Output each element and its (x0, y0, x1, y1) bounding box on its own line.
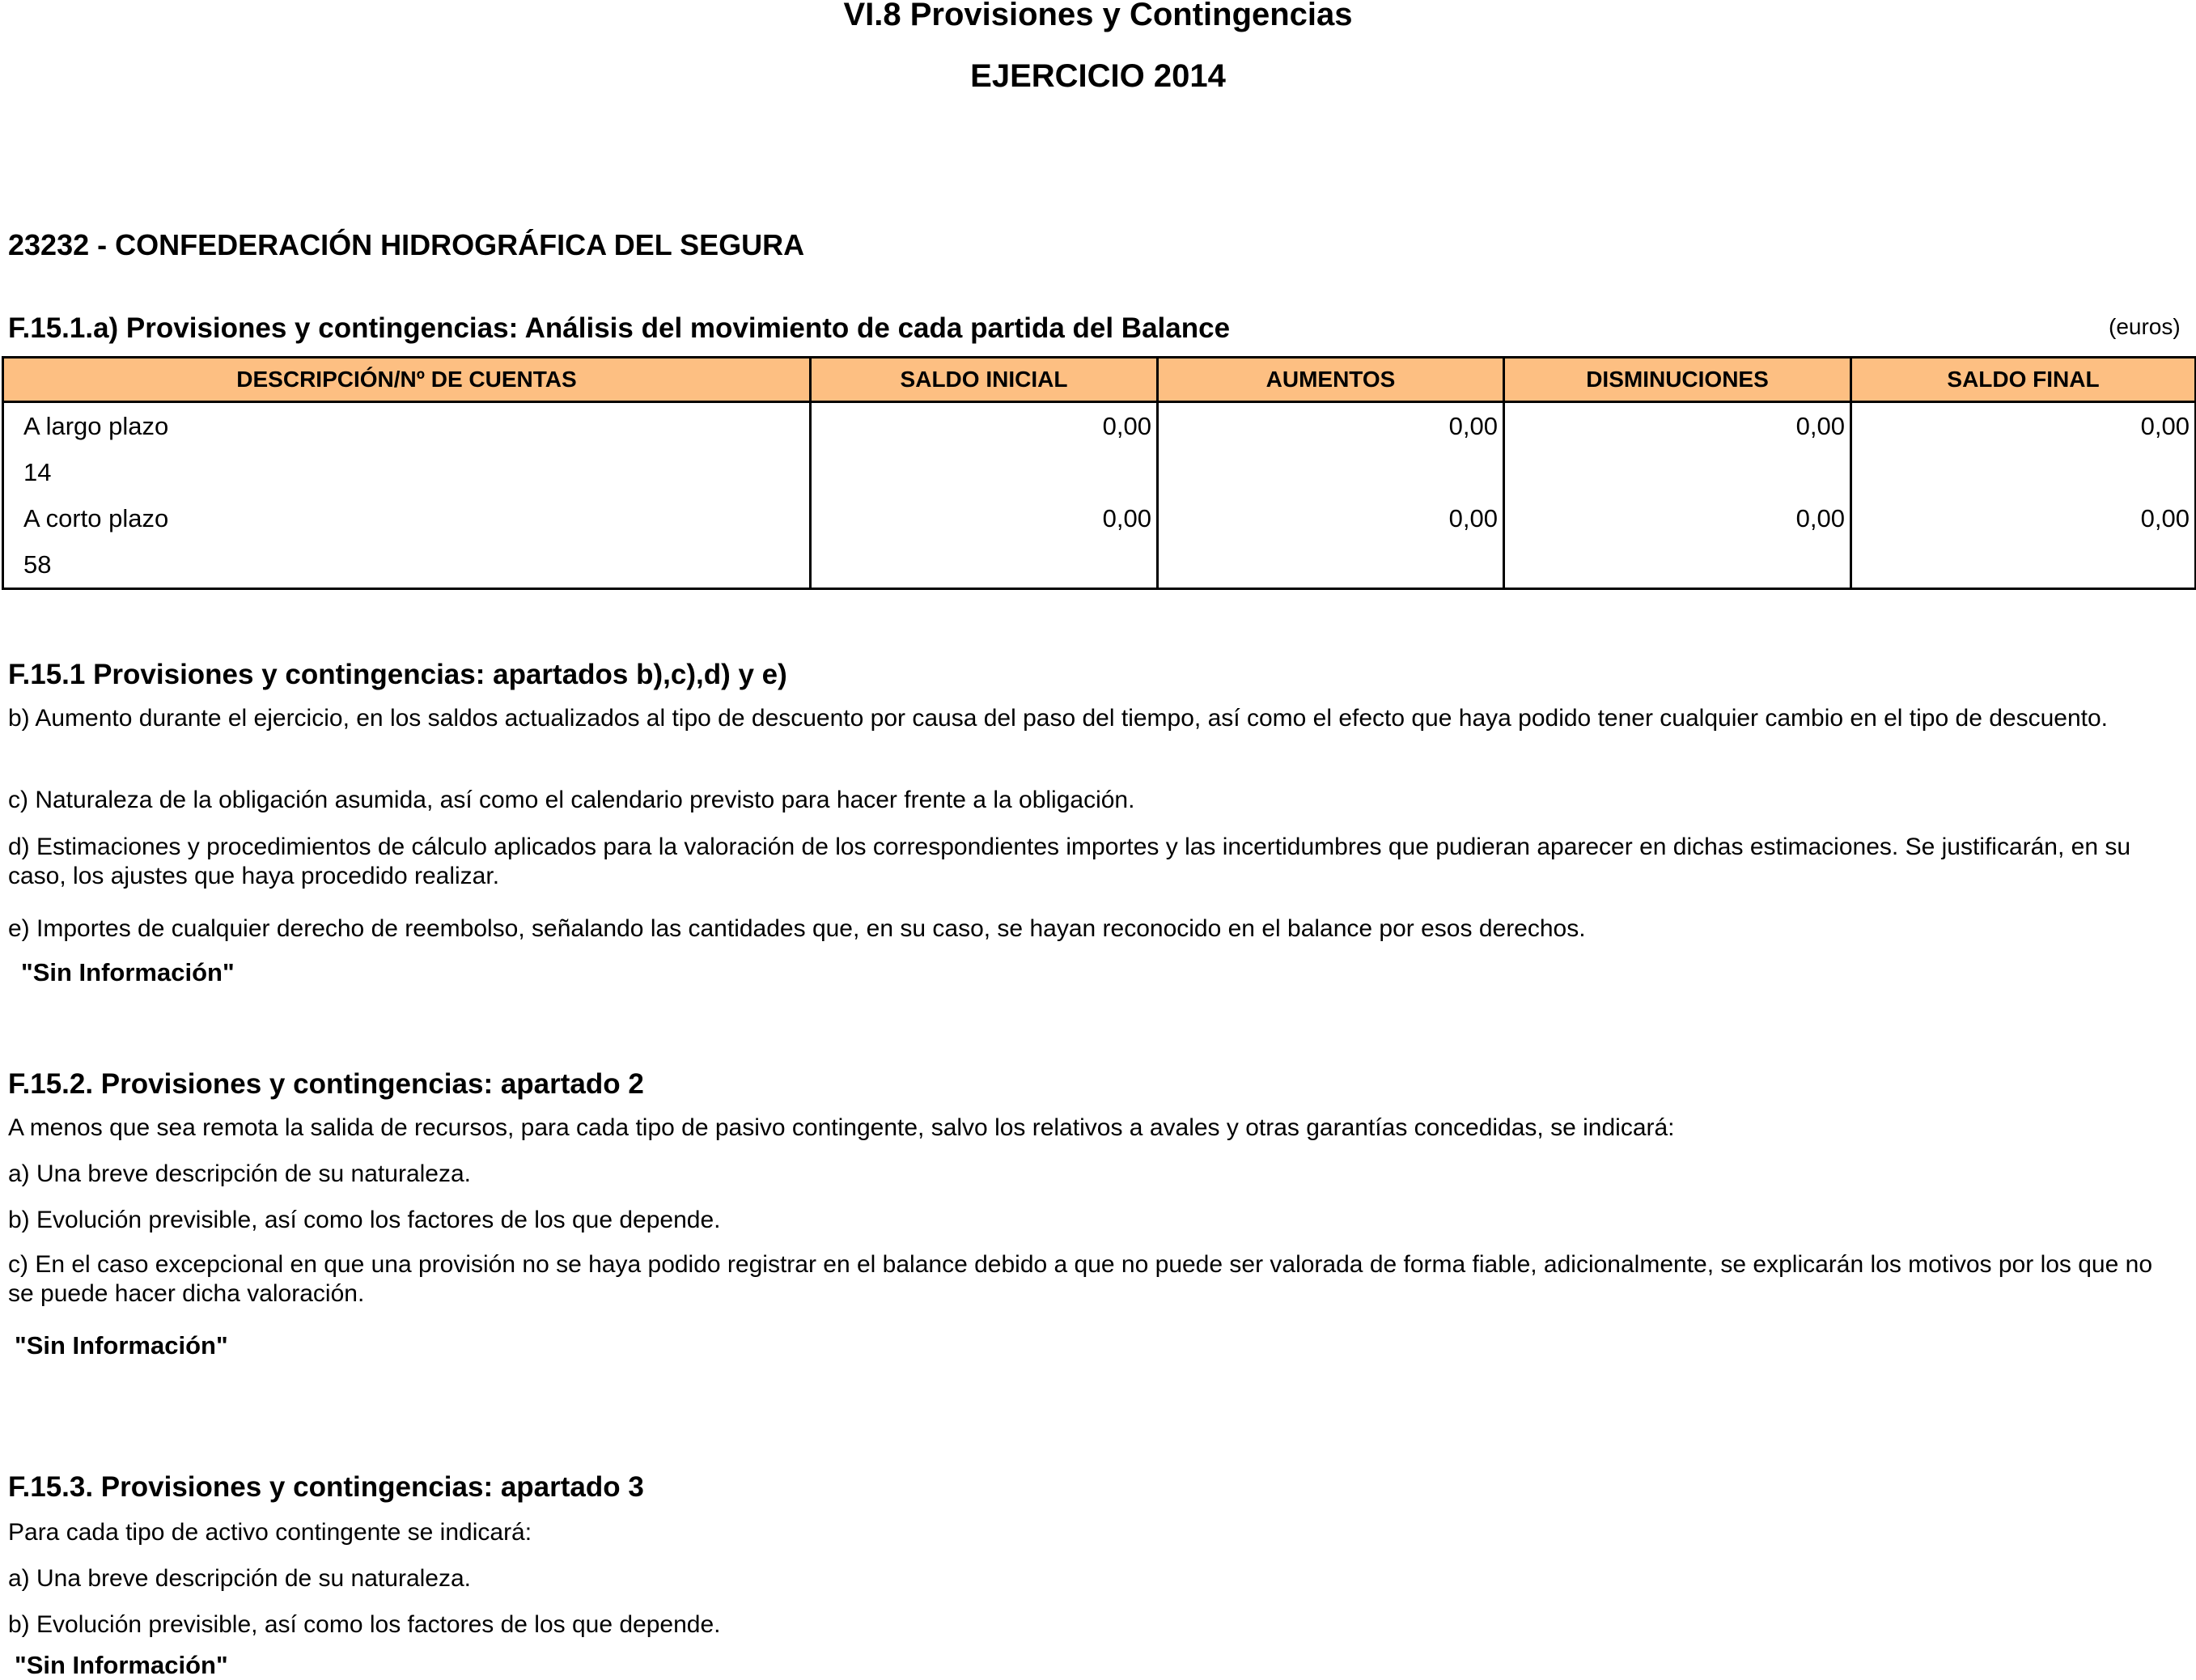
fiscal-year: EJERCICIO 2014 (970, 58, 1226, 94)
section-15-2-item-c: c) En el caso excepcional en que una provisión no se haya podido registrar en el balance debido a que no puede ser valorada de forma fiable, adicionalmente, se explicarán los motivos por los que no se puede hacer dicha valoración. (8, 1251, 2153, 1307)
row-description: A largo plazo (3, 402, 811, 450)
cell-saldo-final: 0,00 (1851, 402, 2196, 450)
section-15-2-intro: A menos que sea remota la salida de recursos, para cada tipo de pasivo contingente, salvo los relativos a avales y otras garantías concedidas, se indicará: (8, 1114, 1675, 1141)
column-header-saldo-final: SALDO FINAL (1851, 358, 2196, 402)
column-header-aumentos: AUMENTOS (1158, 358, 1504, 402)
provisions-table (2, 356, 2196, 590)
section-15-2-item-a: a) Una breve descripción de su naturaleza. (8, 1160, 471, 1187)
section-15-3-intro: Para cada tipo de activo contingente se indicará: (8, 1519, 532, 1546)
row-description: A corto plazo (3, 495, 811, 541)
table-heading: F.15.1.a) Provisiones y contingencias: Análisis del movimiento de cada partida del Balance (8, 312, 1231, 344)
section-15-1-item-b: b) Aumento durante el ejercicio, en los saldos actualizados al tipo de descuento por causa del paso del tiempo, así como el efecto que haya podido tener cualquier cambio en el tipo de descuento. (8, 705, 2108, 732)
section-15-2-item-b: b) Evolución previsible, así como los factores de los que depende. (8, 1207, 721, 1233)
cell-aumentos (1158, 541, 1504, 589)
cell-saldo-inicial (811, 449, 1158, 495)
section-15-1-no-info: "Sin Información" (21, 958, 235, 986)
section-15-1-item-e: e) Importes de cualquier derecho de reembolso, señalando las cantidades que, en su caso, se hayan reconocido en el balance por esos derechos. (8, 915, 1586, 942)
cell-aumentos: 0,00 (1158, 495, 1504, 541)
column-header-disminuciones: DISMINUCIONES (1504, 358, 1851, 402)
table-row (3, 449, 2196, 495)
section-15-3-heading: F.15.3. Provisiones y contingencias: apartado 3 (8, 1471, 644, 1503)
cell-saldo-final (1851, 541, 2196, 589)
section-15-3-item-b: b) Evolución previsible, así como los factores de los que depende. (8, 1611, 721, 1638)
cell-saldo-final: 0,00 (1851, 495, 2196, 541)
cell-aumentos: 0,00 (1158, 402, 1504, 450)
table-row (3, 402, 2196, 450)
row-description: 14 (3, 449, 811, 495)
page-title: VI.8 Provisiones y Contingencias (843, 0, 1353, 32)
table-row (3, 495, 2196, 541)
cell-disminuciones (1504, 541, 1851, 589)
cell-saldo-inicial (811, 541, 1158, 589)
cell-saldo-final (1851, 449, 2196, 495)
row-description: 58 (3, 541, 811, 589)
section-15-1-item-d: d) Estimaciones y procedimientos de cálculo aplicados para la valoración de los correspondientes importes y las incertidumbres que pudieran aparecer en dichas estimaciones. Se justificarán, en su caso, los ajustes que haya procedido realizar. (8, 834, 2131, 889)
table-header-row (3, 358, 2196, 402)
section-15-2-heading: F.15.2. Provisiones y contingencias: apartado 2 (8, 1068, 644, 1100)
section-15-1-item-c: c) Naturaleza de la obligación asumida, así como el calendario previsto para hacer frente a la obligación. (8, 787, 1135, 813)
column-header-description: DESCRIPCIÓN/Nº DE CUENTAS (3, 358, 811, 402)
units-label: (euros) (2109, 314, 2181, 339)
entity-name: 23232 - CONFEDERACIÓN HIDROGRÁFICA DEL SEGURA (8, 228, 805, 261)
cell-saldo-inicial: 0,00 (811, 402, 1158, 450)
section-15-3-item-a: a) Una breve descripción de su naturaleza. (8, 1565, 471, 1592)
table-row (3, 541, 2196, 589)
cell-disminuciones (1504, 449, 1851, 495)
section-15-2-no-info: "Sin Información" (15, 1331, 228, 1360)
column-header-saldo-inicial: SALDO INICIAL (811, 358, 1158, 402)
section-15-3-no-info: "Sin Información" (15, 1651, 228, 1679)
cell-saldo-inicial: 0,00 (811, 495, 1158, 541)
cell-disminuciones: 0,00 (1504, 495, 1851, 541)
cell-disminuciones: 0,00 (1504, 402, 1851, 450)
section-15-1-heading: F.15.1 Provisiones y contingencias: apartados b),c),d) y e) (8, 659, 787, 690)
cell-aumentos (1158, 449, 1504, 495)
